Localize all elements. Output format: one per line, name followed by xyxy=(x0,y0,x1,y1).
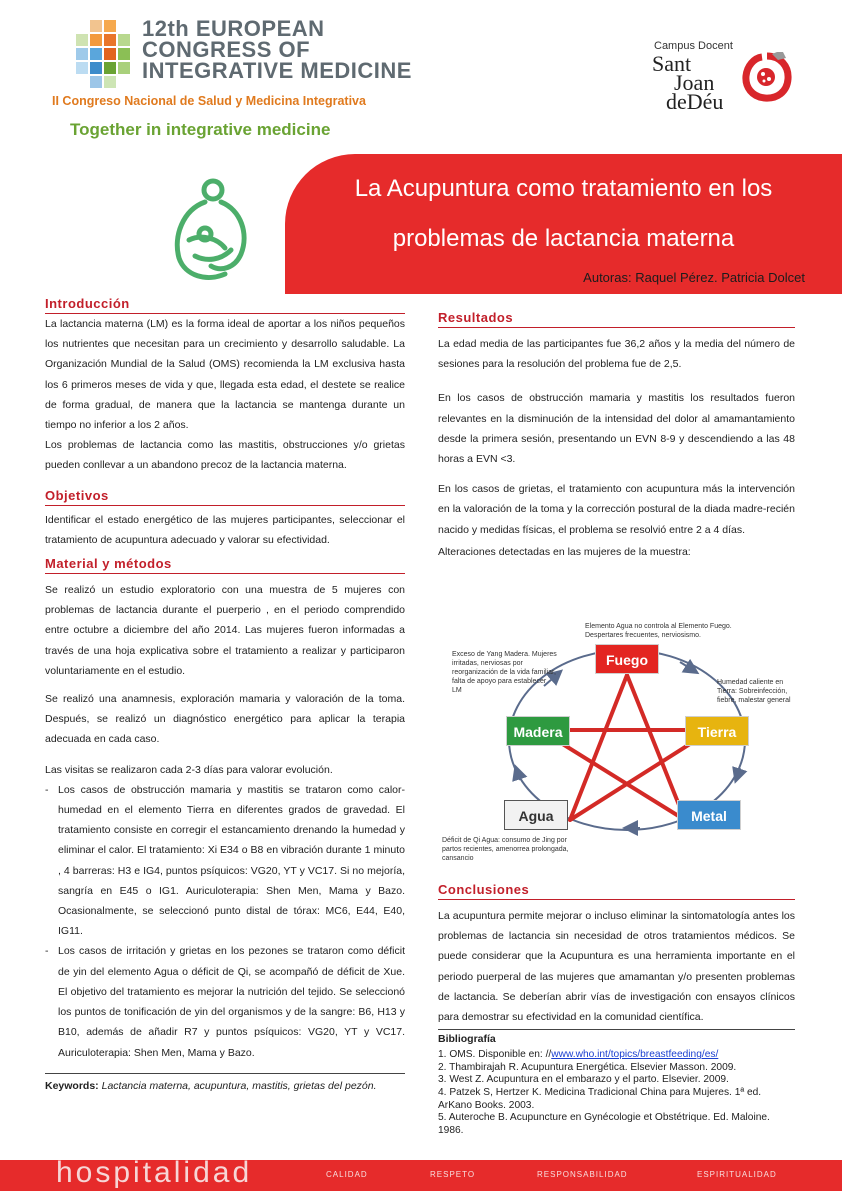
annotation-right: Humedad caliente en Tierra: Sobreinfección, fiebre, malestar general xyxy=(717,679,791,704)
congress-tagline: Together in integrative medicine xyxy=(70,120,331,139)
list-dash: - xyxy=(45,783,49,796)
bibliografia-heading: Bibliografía xyxy=(438,1029,795,1045)
congress-title-line2: CONGRESS OF xyxy=(142,37,311,62)
conclusiones-heading: Conclusiones xyxy=(438,882,795,900)
congress-title xyxy=(142,18,412,81)
five-elements-diagram xyxy=(440,620,800,870)
material-heading: Material y métodos xyxy=(45,556,405,574)
poster-title-line2: problemas de lactancia materna xyxy=(392,225,735,252)
poster-title-line1: La Acupuntura como tratamiento en los xyxy=(354,175,773,202)
bib-item3: 3. West Z. Acupuntura en el embarazo y el parto. Elsevier. 2009. xyxy=(438,1074,729,1086)
annotation-bottom: Déficit de Qi Agua: consumo de Jing por partos recientes, amenorrea prolongada, cansancio xyxy=(442,837,569,862)
resultados-p1: La edad media de las participantes fue 36,2 años y la media del número de sesiones para la resolución del problema fue de 2,5. xyxy=(438,338,795,371)
material-item2: Los casos de irritación y grietas en los pezones se trataron como déficit de yin del elemento Agua o déficit de Qi, se acompañó de déficit de Xue. El objetivo del tratamiento es mejorar la nutrición del tejido. Se seleccionó los puntos de tonificación de yin del organismos y de la sangre: B6, H13 y B10, además de añadir R7 y puntos psíquicos: VG20, YT y VC17. Auriculoterapia: Shen Men, Mama y Bazo. xyxy=(58,945,405,1059)
congress-subtitle: II Congreso Nacional de Salud y Medicina Integrativa xyxy=(52,94,366,108)
footer-item-calidad: CALIDAD xyxy=(326,1170,368,1179)
campus-name-line1: Sant xyxy=(652,51,692,76)
campus-name xyxy=(652,51,724,114)
keywords-text: Lactancia materna, acupuntura, mastitis, grietas del pezón. xyxy=(101,1079,377,1092)
material-p2: Se realizó una anamnesis, exploración mamaria y valoración de la toma. Después, se realizó un diagnóstico energético para aplicar la terapia adecuada en cada caso. xyxy=(45,693,405,746)
campus-name-line3: deDéu xyxy=(666,89,724,114)
element-fire: Fuego xyxy=(595,644,659,674)
keywords xyxy=(45,1073,405,1092)
annotation-top: Elemento Agua no controla al Elemento Fuego. Despertares frecuentes, nerviosismo. xyxy=(585,623,732,639)
annotation-left: Exceso de Yang Madera. Mujeres irritadas, nerviosas por reorganización de la vida familiar, falta de apoyo para establecer LM xyxy=(452,651,557,694)
congress-title-line3: INTEGRATIVE MEDICINE xyxy=(142,58,412,83)
introduccion-p2: Los problemas de lactancia como las mastitis, obstrucciones y/o grietas pueden conllevar a un abandono precoz de la lactancia materna. xyxy=(45,439,405,472)
congress-grid-icon xyxy=(68,18,140,106)
authors: Autoras: Raquel Pérez. Patricia Dolcet xyxy=(583,270,805,285)
keywords-label: Keywords: xyxy=(45,1079,99,1092)
footer-item-respeto: RESPETO xyxy=(430,1170,476,1179)
resultados-p2: En los casos de obstrucción mamaria y mastitis los resultados fueron relevantes en la disminución de la intensidad del dolor al amamantamiento desde la primera sesión, presentando un EVN 8-9 y descendiendo a las 48 horas a EVN <3. xyxy=(438,392,795,466)
campus-label: Campus Docent xyxy=(654,40,733,52)
introduccion-p1: La lactancia materna (LM) es la forma ideal de aportar a los niños pequeños los nutrientes que necesitan para un crecimiento y desarrollo saludable. La Organización Mundial de la Salud (OMS) recomienda la LM exclusiva hasta los 6 primeros meses de vida y que, llegada esta edad, el destete se realice de forma gradual, de manera que la lactancia se mantenga durante un tiempo no inferior a los 2 años. xyxy=(45,318,405,432)
list-item xyxy=(45,780,405,942)
conclusions-block xyxy=(438,882,795,1137)
material-p1: Se realizó un estudio exploratorio con una muestra de 5 mujeres con problemas de lactancia durante el puerperio , en el periodo comprendido entre octubre a diciembre del año 2014. Las mujeres fueron informadas a través de una hoja explicativa sobre el tratamiento a realizar y participaron voluntariamente en el estudio. xyxy=(45,584,405,677)
footer-item-responsabilidad: RESPONSABILIDAD xyxy=(537,1170,628,1179)
footer-band xyxy=(0,1156,842,1191)
control-star xyxy=(540,675,712,820)
bib-item1-prefix: 1. OMS. Disponible en: // xyxy=(438,1049,552,1061)
material-item1: Los casos de obstrucción mamaria y mastitis se trataron como calor-humedad en el elemento Tierra en diferentes grados de gravedad. El tratamiento consiste en corregir el estancamiento drenando la humedad y eliminar el calor. El tratamiento: Xi E34 o B8 en vibración durante 1 minuto , 4 barreras: H3 e IG4, puntos psíquicos: VG20, YT y VC17. Si no mejoría, sangría en E45 o IG1. Auriculoterapia: Shen Men, Mama y Bazo. Ocasionalmente, se seleccionó punto distal de tórax: MC6, E44, E40, IG11. xyxy=(58,783,405,938)
congress-title-line1: 12th EUROPEAN xyxy=(142,16,325,41)
list-item xyxy=(45,941,405,1062)
introduccion-heading: Introducción xyxy=(45,296,405,314)
campus-logo xyxy=(650,26,800,116)
resultados-p3: En los casos de grietas, el tratamiento con acupuntura más la intervención en la valoración de la toma y la corrección postural de la diada madre-recién nacido y medidas físicas, el problema se resolvió entre 2 a 4 días. xyxy=(438,483,795,536)
bib-item2: 2. Thambirajah R. Acupuntura Energética. Elsevier Masson. 2009. xyxy=(438,1061,737,1073)
conclusiones-p1: La acupuntura permite mejorar o incluso eliminar la sintomatología antes los problemas de lactancia sin necesidad de otros tratamientos médicos. Se puede considerar que la Acupuntura es una herramienta importante en el periodo puerperal de las mujeres que amamantan y/o presenten problemas de lactancia. Se deberían abrir vías de investigación con ensayos clínicos para demostrar su efectividad en la comunidad científica. xyxy=(438,910,795,1024)
element-earth: Tierra xyxy=(685,716,749,746)
bib-item4: 4. Patzek S, Hertzer K. Medicina Tradicional China para Mujeres. 1ª ed. ArKano Books. 2003. xyxy=(438,1087,762,1111)
footer-item-espiritualidad: ESPIRITUALIDAD xyxy=(697,1170,777,1179)
list-dash: - xyxy=(45,945,49,958)
left-column xyxy=(45,296,405,1092)
title-band xyxy=(285,154,842,294)
objetivos-p1: Identificar el estado energético de las mujeres participantes, seleccionar el tratamiento de acupuntura adecuado y valorar su efectividad. xyxy=(45,513,405,546)
bib-item xyxy=(438,1049,795,1062)
pomegranate-icon xyxy=(742,52,792,102)
campus-name-line2: Joan xyxy=(674,70,715,95)
resultados-heading: Resultados xyxy=(438,310,795,328)
congress-logo xyxy=(50,14,410,144)
objetivos-heading: Objetivos xyxy=(45,488,405,506)
footer-brand: hospitalidad xyxy=(56,1156,253,1189)
bib-item5: 5. Auteroche B. Acupuncture en Gynécologie et Obstétrique. Ed. Maloine. 1986. xyxy=(438,1112,770,1136)
element-wood: Madera xyxy=(506,716,570,746)
element-water: Agua xyxy=(504,800,568,830)
element-metal: Metal xyxy=(677,800,741,830)
breastfeeding-mother-icon xyxy=(165,176,255,284)
poster-title xyxy=(285,164,842,264)
right-column xyxy=(438,310,795,562)
resultados-p4: Alteraciones detectadas en las mujeres de la muestra: xyxy=(438,545,691,558)
arrow-water-wood xyxy=(516,768,520,780)
material-p3: Las visitas se realizaron cada 2-3 días para valorar evolución. xyxy=(45,763,333,776)
bib-item1-link[interactable]: www.who.int/topics/breastfeeding/es/ xyxy=(551,1049,719,1061)
